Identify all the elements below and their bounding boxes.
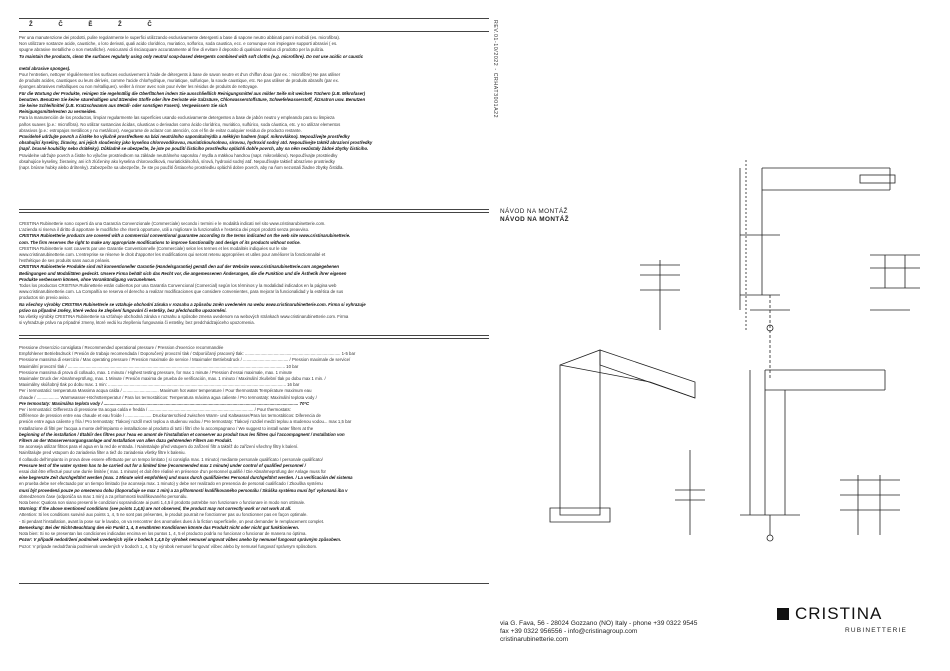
- text-line: Pravidelne udržujte povrch a čistite ho výlučne prostriedkom na základe neutrálneho saponátu / mydla a mäkkou handrou (napr. mikrovlákno). Nepoužívajte prostriedky: [19, 152, 338, 158]
- left-column: [19, 18, 489, 584]
- text-line: Se aconseja utilizar filtros para el agua en la red de entrada. / Nainstalujte před vstupem do zařízení filtr a taktéž do zařízení všechny filtry k balení.: [19, 444, 299, 450]
- contact-address: via G. Fava, 56 - 28024 Gozzano (NO) Italy - phone +39 0322 9545: [500, 620, 698, 627]
- text-line: Filtern an der Wasserversorgungsanlage und Installation von allen dazu gehörenden Filtern am Produkt.: [19, 438, 233, 444]
- text-line: éponges abrasives métalliques ou non métalliques). veiller à rincer avec soin pour éviter les résidus de produits de nettoyage.: [19, 84, 259, 90]
- text-line: Attention: Si les conditions susvisé aux points 1, 4, 5 ne sont pas présentes, le produit pourrait ne fonctionner pas ou fonctionner pas en façon optimale.: [19, 512, 308, 518]
- text-line: chaude / ................... Warmwasser-Höchsttemperatur / Para los termostáticos: Temperatura máxima agua caliente / Pro termostaty: Maximální teplota vody /: [19, 394, 317, 400]
- divider: [19, 209, 489, 210]
- text-line: Il collaudo dell'impianto in prova deve essere effettuato per un tempo limitato ( si consiglia max. 1 minuto) mediante personale qualificato / personale qualificato/: [19, 456, 323, 462]
- text-line: Pravidelně udržujte povrch a čistěte ho výlučně prostředkem na bázi neutrálního saponátu/mýdla a měkkým hadrem (např. mikrovlákno). Nepoužívejte prostředky: [19, 134, 350, 140]
- text-line: To maintain the products, clean the surfaces regularly using only neutral soap-based detergents combined with soft cloths (e.g. microfibre). Do not use acidic or caustic: [19, 53, 364, 59]
- text-line: en prueba debe ser efectuado por un tiempo limitado (se aconseja max. 1 minuto) y debe ser realizado en presencia de personal cualificado / Zkouška systému: [19, 481, 323, 487]
- spout-edge: [650, 382, 695, 398]
- text-line: spugne abrasive metalliche o non metalliche). Assicurarsi di risciacquare accuratamente al fine di evitare il deposito di qualsiasi residuo di prodotto per la pulizia.: [19, 47, 325, 53]
- text-line: com. The firm reserves the right to make any appropriate modifications to improve functionality and design of its products without notice.: [19, 239, 301, 245]
- text-line: Installazione di filtri per l'acqua a monte dell'impianto e installazione al prodotto di tutti i filtri che lo accompagnano / We suggest to install water filters at the: [19, 425, 314, 431]
- text-line: - Si pendant l'installation, avant la pose sur le lavabo, on va rencontrer des anomalies dues à la fiction superficielle, on peut demander le remplacement complet.: [19, 518, 325, 524]
- text-line: Pressione massima di prova di collaudo, max. 1 minuto / Highest testing pressure, for max 1 minute / Pression d'essai maximale, max. 1 minute: [19, 369, 293, 375]
- text-line: (napr. brúsne hubky alebo drôtenky). Zabezpečte sa ubezpečte, že ste po použití čistiaceho prostriedku opláchli dobre povrch, aby na ňom nezostali žiadne zbytky čistidla.: [19, 165, 344, 171]
- text-line: právo na případné změny, které vedou ke zlepšení fungování či estetiky, bez předchozího upozornění.: [19, 307, 227, 313]
- text-line: CRISTINA Rubinetterie sont couverts par une Garantie Conventionnelle (Commerciale) selon les termes et les modalités indiquées sur le site: [19, 245, 288, 251]
- logo-square-icon: [777, 608, 789, 620]
- document-code: [490, 20, 500, 220]
- text-line: Na všetky výrobky CRISTINA Rubinetterie sa vzťahuje obchodná záruka v rozsahu a spôsobe zmena uvedenom na webových stránkach www.cristinarubinetterie.com. Firma: [19, 314, 349, 320]
- text-line: CRISTINA Rubinetterie sono coperti da una Garanzia Convenzionale (Commerciale) secondo i termini e le modalità indicati nel sito www.cristinarubinetterie.com.: [19, 221, 326, 226]
- text-line: obmedzenom čase (odporúča sa max 1 min) a za prítomnosti kvalifikovaného personálu.: [19, 493, 188, 499]
- text-line: Pressure test of the water system has to be carried out for a limited time (recommended max 1 minute) under control of qualified personnel /: [19, 462, 306, 468]
- text-line: obsahující kyseliny, žíraviny, ani jejich sloučeniny jako kyselinu chlorovodíkovou, muriatickou/solnou, sírovou, hydroxid sodný atd. Nepoužívejte taktéž abrazivní prostředky: [19, 140, 373, 146]
- cleaning-section: [19, 35, 489, 209]
- text-line: Pressione d'esercizio consigliata / Recommended operational pressure / Pression d'exercice recommandée: [19, 345, 224, 350]
- text-line: de produits acides, caustiques ou leurs dérivés, comme l'acide chlorhydrique, muriatique, sulfurique, la soude caustique, etc. Ne pas utiliser de produits abrasifs (par ex.: [19, 78, 339, 84]
- text-line: Nota bene: Qualora non siano presenti le condizioni sopraindicate ai punti 1,4,5 il prodotto potrebbe non funzionare o funzionare in modo non ottimale.: [19, 500, 306, 506]
- text-line: Para la manutención de los productos, limpiar regularmente las superficies usando exclusivamente detergentes a base de jabón neutro y empleando para su limpieza: [19, 115, 335, 121]
- text-line: presión entre agua caliente y fría / Pro termostaty: Tlakový rozdíl mezi teplou a studenou vodou / Pre termostaty: Tlakový rozdiel medzi teplou a studenou vodou... max 1,5 bar: [19, 419, 352, 425]
- text-line: Warning: If the above mentioned conditions (see points 1,4,5) are not observed, the product may not correctly work or not work at all.: [19, 506, 292, 512]
- text-line: Sie keine Schleifmittel (z.B. Kratzschwamm aus Metall- oder sonstigen Fasern). Vergewissern Sie sich: [19, 103, 228, 109]
- text-line: CRISTINA Rubinetterie Produkte sind mit konventioneller Garantie (Handelsgarantie) gemäß den auf der Website www.cristinarubinetterie.com angegebenen: [19, 264, 340, 270]
- text-line: CRISTINA Rubinetterie products are covered with a commercial conventional guarantee according to the terms indicated on the web site www.cristinarubinetterie.: [19, 233, 351, 239]
- divider: [19, 31, 489, 32]
- text-line: Per una manutenzione dei prodotti, pulire regolarmente le superfici utilizzando esclusivamente detergenti a base di sapone neutro abbinati panni morbidi (es. microfibra).: [19, 35, 341, 40]
- text-line: Non utilizzare sostanze acide, caustiche, o loro derivati, quali acido cloridrico, muriatico, solforico, soda caustica, ecc. e comunque non impiegare supporti abrasivi ( es.: [19, 41, 338, 47]
- divider: [19, 338, 489, 339]
- text-line: Pour l'entretien, nettoyer régulièrement les surfaces exclusivement à l'aide de détergents à base de savon neutre et d'un chiffon doux (par ex. : microfibre) Ne pas utiliser: [19, 72, 341, 78]
- text-line: productos sin previo aviso.: [19, 295, 70, 301]
- text-line: Pressione massima di esercizio / Max operating pressure / Pression maximale de service / Maximaler Betriebsdruck / ...................................... / Pression maximale de service/: [19, 357, 351, 363]
- brand-sub: RUBINETTERIE: [845, 627, 908, 634]
- text-line: Per i termostatici: temperatura Massima acqua calda / .............................. Maximum hot water temperature / Pour thermostats Température maximum eau: [19, 388, 312, 394]
- divider: [19, 335, 489, 336]
- text-line: Pozor: V prípade nedodržania podmienok uvedených v bodoch 1, 4, 5 by výrobok nemusel fungovať vôbec alebo by nemusel fungovať správnym spôsobom.: [19, 543, 318, 549]
- text-line: beginning of the installation / Établir des filtres pour l'eau en amont de l'installation et conserver au produit tous les filtres qui l'accompagnent / Installation von: [19, 431, 345, 437]
- divider: [19, 583, 489, 584]
- spout-top: [600, 350, 695, 398]
- text-line: Todos los productos CRISTINA Rubinetterie están cubiertos por una Garantía Convencional (Comercial) según los términos y la modalidad indicados en la página web: [19, 283, 337, 289]
- text-line: abrasivos (p.e.: estropajos metálicos y no metálicos). Asegurarse de aclarar con atención, con el fin de evitar cualquier residuo de producto restante.: [19, 127, 302, 133]
- divider: [19, 212, 489, 213]
- text-line: Maximálny skúšobný tlak po dobu max. 1 min: ..................................................................................................................................................... 16 bar: [19, 382, 300, 388]
- text-line: musí být provedená pouze po omezenou dobu (doporučuje se max 1 min) a za přítomnosti kvalifikovaného personálu / Skúška systému musí byť vykonaná iba v: [19, 487, 348, 493]
- body-front: [560, 350, 600, 515]
- document-code-text: REV.01-10/2022 - CRHAT3001A22: [492, 20, 498, 119]
- install-title-line-bold: NÁVOD NA MONTÁŽ: [500, 215, 569, 223]
- text-line: Na všechny výrobky CRISTINA Rubinetterie se vztahuje obchodní záruka v rozsahu a způsobu změn uvedeném na webu www.cristinarubinetterie.com. Firma si vyhrazuje: [19, 301, 366, 307]
- warranty-section: [19, 221, 489, 335]
- text-line: Empfohlener Betriebsdruck / Presión de trabajo recomendada / Doporučený provozní tlak / Odporúčaný pracovný tlak: ................................................................................ 1-5 bar: [19, 351, 356, 357]
- spout-edge: [560, 365, 650, 382]
- install-title-line: NÁVOD NA MONTÁŽ: [500, 208, 568, 215]
- brand-name: CRISTINA: [795, 604, 883, 623]
- hose-fitting: [767, 535, 773, 541]
- text-line: Nota bien: Si no se presentan las condiciones indicadas encima en los puntos 1, 4, 5 el producto podría no funcionar o funcionar de manera no óptima.: [19, 531, 307, 537]
- text-line: Für die Wartung der Produkte, reinigen Sie regelmäßig die Oberflächen indem Sie ausschließlich Reinigungsmittel aus milder Seife mit weichen Tüchern (z.B. Mikrofaser): [19, 90, 366, 96]
- pressure-section: [19, 345, 489, 583]
- text-line: Bedingungen und Modalitäten gedeckt. Unsere Firma behält sich das Recht vor, die angemessenen Änderungen, die die Funktion und die Ästhetik ihrer eigenen: [19, 270, 347, 276]
- text-line: Bemerkung: Bei der Nicht-Beachtung den ein Punkt 1, 4, 5 erwähnten Konditionen könnte das Produkt nicht oder nicht gut funktionieren.: [19, 524, 300, 530]
- text-line: benutzen. Benutzen Sie keine säurehaltigen und ätzenden Stoffe oder ihre Derivate wie Salzsäure, Chlorwasserstoffsäure, Schwefelwasserstoff, Ätznatron usw. Benutzen: [19, 96, 366, 102]
- text-line: Pre termostaty: Maximálna teplota vody / ................................................................................................................................................................... 70°C: [19, 400, 310, 406]
- text-line: www.cristinarubinetterie.com. La Compañía se reserva el derecho a realizar modificaciones que considere convenientes, para mejorar la funcionalidad y la estética de sus: [19, 289, 344, 295]
- text-line: Reinigungsmittelresten zu vermeiden.: [19, 109, 97, 115]
- text-line: Per i termostatici: Differenza di pressione tra acqua calda e fredda / ........................................................................................ / Pour thermostats:: [19, 407, 291, 413]
- text-line: Maximaler Druck der Abnahmeprüfung, max. 1 Minute / Presión maxima de prueba de verificación, max. 1 minuto / Maximální zkušební tlak po dobu max 1 min. /: [19, 376, 326, 382]
- text-line: essai doit être effectué pour une durée limitée ( max. 1 minute) et doit être réalisé en présence d'un personnel qualifié / Die Abnahmeprüfung der Anlage muss für: [19, 469, 326, 475]
- text-line: metal abrasive sponges).: [19, 65, 71, 71]
- text-line: eine begrenzte Zeit durchgeführt werden (max. 1 Minute wird empfohlen) und muss durch qualifiziertes Personal durchgeführt werden. / La verificación del sistema: [19, 475, 353, 481]
- text-line: Pozor: V případě nedodržení podmínek uvedených výše v bodech 1,4,5 by výrobek nemusel ungovat vůbec anebo by nemusel fungovat správným způsobem.: [19, 537, 342, 543]
- text-line: paños suaves (p.e.: microfibra). No utilizar sustancias ácidas, cáusticas o derivados como ácido clorídrico, muriático, sulfúrico, soda cáustica, etc. y no utilizar elementos: [19, 121, 341, 127]
- text-line: obsahujúce kyseliny, žieraviny, ani ich zlúčeniny ako kyselina chlorovodíková, muriatická/soľná, sírová, hydroxid sodný atď. Nepoužívajte taktiež abrazívne prostriedky: [19, 158, 335, 164]
- contact-block: [500, 620, 697, 645]
- text-line: L'azienda si riserva il diritto di apportare le modifiche che riterrà opportune, utili a migliorare la funzionalità e l'estetica dei propri prodotti senza preavviso.: [19, 227, 310, 233]
- faucet-technical-drawing: [540, 150, 930, 550]
- text-line: Nainštalujte pred vstupom do zariadenia filter a tiež do zariadenia všetky filtre k baleniu.: [19, 450, 186, 456]
- text-line: www.cristinarubinetterie.com. L'entreprise se réserve le droit d'apporter les modifications qui seront retenu appropriées et utiles pour améliorer la fonctionnalité et: [19, 252, 326, 258]
- text-line: Produkte verbessern können, ohne Vorankündigung vorzunehmen.: [19, 276, 157, 282]
- text-line: Maximální provozní tlak / ...................................................................................................................................................................................... 10 bar: [19, 363, 299, 369]
- text-line: si vyhradzuje právo na prípadné zmeny, ktoré vedú ku zlepšeniu fungovania či estetiky, bez predchádzajúceho upozornenia.: [19, 320, 255, 326]
- text-line: Différence de pression entre eau chaude et eau froide / ...................... Druckunterschied zwischen Warm- und Kaltwasser/Para los termostáticos: Diferencia de: [19, 413, 321, 419]
- section-heading: Ž Č Ě Ž Č: [29, 22, 164, 28]
- contact-fax: fax +39 0322 956556 - info@cristinagroup.com: [500, 628, 638, 636]
- text-line: l'esthétique de ses produits sans aucun préavis.: [19, 258, 111, 264]
- text-line: (např. brusné houbičky nebo drátěnky). Důkladně se ubezpečte, že jste po použití čisticího prostředku opláchli dobře povrch, aby na něm nezůstaly žádné zbytky čisticího.: [19, 146, 369, 152]
- contact-web: cristinarubinetterie.com: [500, 636, 569, 644]
